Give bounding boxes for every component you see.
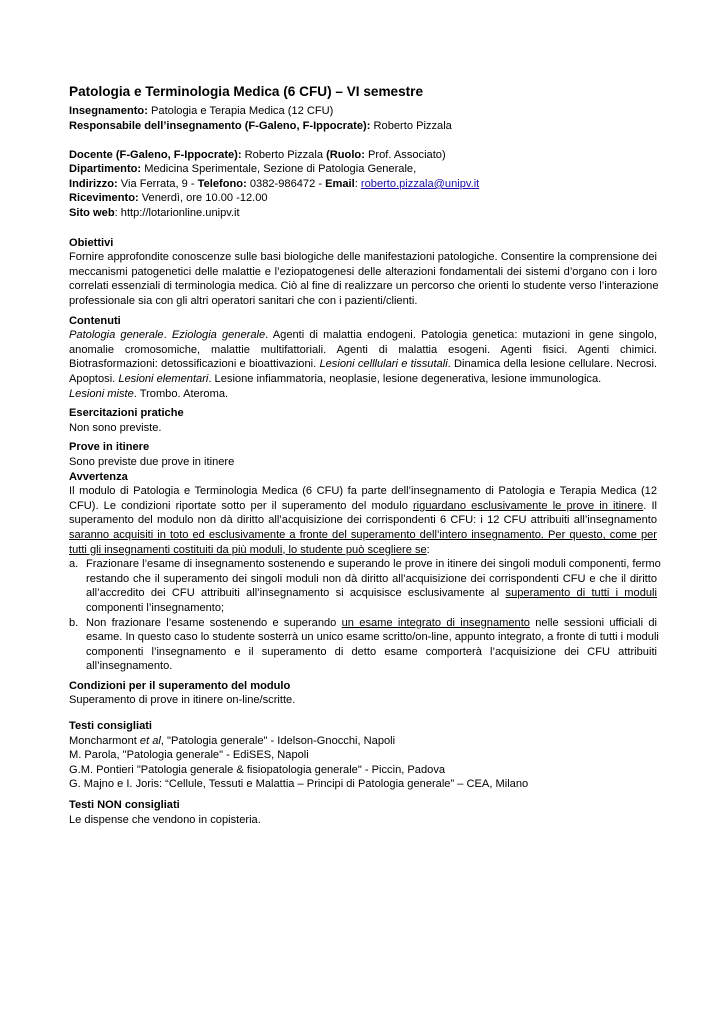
contenuti-topic: Lesioni elementari	[118, 373, 209, 385]
insegnamento-value: Patologia e Terapia Medica (12 CFU)	[151, 105, 334, 117]
docente-label: Docente (F-Galeno, F-Ippocrate):	[69, 148, 242, 161]
option-line: all’insegnamento.	[86, 660, 173, 673]
responsabile-line	[69, 119, 657, 134]
obiettivi-line: meccanismi patogenetici delle malattie e l’eziopatogenesi delle alterazioni fondamentali dei sistemi d’organo con i loro	[69, 265, 657, 278]
contenuti-fragment: . Trombo. Ateroma.	[133, 387, 229, 400]
option-b	[69, 616, 657, 674]
testo-item: G.M. Pontieri "Patologia generale & fisiopatologia generale" - Piccin, Padova	[69, 763, 446, 776]
indirizzo-value: Via Ferrata, 9 -	[120, 177, 195, 190]
option-fragment: all’accredito dei CFU attribuiti all’insegnamento si acquisisce esclusivamente al	[86, 587, 506, 600]
responsabile-label: Responsabile dell’insegnamento (F-Galeno, F-Ippocrate):	[69, 119, 371, 132]
docente-value: Roberto Pizzala	[244, 148, 323, 161]
option-fragment: Non frazionare l’esame sostenendo e superando	[86, 616, 342, 629]
testi-heading: Testi consigliati	[69, 720, 153, 733]
option-line: Frazionare l’esame di insegnamento sostenendo e superando le prove in itinere dei singoli moduli componenti, fermo	[86, 558, 661, 571]
contenuti-topic: Patologia generale	[69, 329, 164, 342]
condizioni-heading: Condizioni per il superamento del modulo	[69, 679, 291, 692]
document-page	[69, 83, 661, 827]
option-a	[69, 557, 661, 615]
avvertenza-underlined: saranno acquisiti in toto ed esclusivamente a fronte del superamento dell’intero insegnamento. Per questo, come per	[69, 528, 657, 541]
testo-item	[69, 734, 657, 749]
avvertenza-line: superamento del modulo non dà diritto all’acquisizione dei corrispondenti 6 CFU: i 12 CFU attribuiti all’insegnamento	[69, 514, 657, 527]
esercitazioni-heading: Esercitazioni pratiche	[69, 407, 184, 420]
contenuti-line	[69, 387, 657, 402]
obiettivi-line: Fornire approfondite conoscenze sulle basi biologiche delle manifestazioni patologiche. Consentire la comprensione dei	[69, 251, 657, 264]
insegnamento-label: Insegnamento:	[69, 105, 148, 117]
option-line: componenti l’insegnamento e il superamento di detto esame comporterà l’acquisizione dei CFU attribuiti	[86, 645, 657, 658]
dipartimento-label: Dipartimento:	[69, 163, 142, 176]
sito-value: : http://lotarionline.unipv.it	[114, 207, 240, 220]
contenuti-topic: Eziologia generale	[171, 329, 266, 342]
avvertenza-line	[69, 499, 657, 514]
contenuti-fragment: Biotrasformazioni: detossificazioni e bioattivazioni.	[69, 358, 320, 371]
avvertenza-line	[69, 543, 657, 558]
condizioni-text: Superamento di prove in itinere on-line/scritte.	[69, 694, 296, 707]
obiettivi-text	[69, 250, 657, 308]
contenuti-line: anomalie cromosomiche, malattie multifattoriali. Agenti di malattia esogeni. Agenti fisici. Agenti chimici.	[69, 343, 657, 356]
option-line	[86, 586, 657, 601]
contenuti-fragment: . Agenti di malattia endogeni. Patologia genetica: mutazioni in gene singolo,	[265, 329, 657, 342]
prove-heading: Prove in itinere	[69, 441, 150, 454]
sito-label: Sito web	[69, 207, 115, 220]
option-line: esame. In questo caso lo studente sosterrà un unico esame scritto/on-line, appunto integrato, a fronte di tutti i moduli	[86, 631, 659, 644]
option-line: componenti l’insegnamento;	[86, 601, 225, 614]
contenuti-topic: Lesioni celllulari e tissutali	[319, 358, 448, 371]
option-marker: b.	[69, 616, 79, 629]
option-underlined: un esame integrato di insegnamento	[341, 616, 530, 629]
avvertenza-fragment: :	[426, 543, 430, 556]
testo-item: M. Parola, "Patologia generale" - EdiSES, Napoli	[69, 749, 309, 762]
esercitazioni-text: Non sono previste.	[69, 421, 162, 434]
option-line	[86, 616, 657, 631]
option-marker: a.	[69, 558, 79, 571]
insegnamento-line	[69, 104, 657, 119]
contenuti-line	[69, 328, 657, 343]
ricevimento-line	[69, 191, 657, 206]
email-label: Email	[325, 177, 355, 190]
contenuti-fragment: .	[163, 329, 172, 342]
testi-non-text: Le dispense che vendono in copisteria.	[69, 813, 261, 826]
option-line: restando che il superamento dei singoli moduli non dà diritto all’acquisizione dei corrispondenti CFU e che il diritto	[86, 572, 657, 585]
testo-fragment: , "Patologia generale" - Idelson-Gnocchi, Napoli	[160, 734, 396, 747]
contenuti-heading: Contenuti	[69, 314, 121, 327]
telefono-label: Telefono:	[197, 177, 247, 190]
avvertenza-line	[69, 528, 657, 543]
indirizzo-label: Indirizzo:	[69, 177, 118, 190]
telefono-value: 0382-986472 -	[249, 177, 323, 190]
ruolo-label: (Ruolo:	[326, 148, 365, 161]
obiettivi-line: professionale sia con gli altri operatori sanitari che con i pazienti/clienti.	[69, 295, 418, 308]
indirizzo-line: Indirizzo: Via Ferrata, 9 - Telefono: 0382-986472 - Email: roberto.pizzala@unipv.it	[69, 177, 480, 190]
avvertenza-fragment: CFU). Le condizioni riportate sotto per il superamento del modulo	[69, 499, 413, 512]
avvertenza-underlined: riguardano esclusivamente le prove in itinere	[412, 499, 644, 512]
obiettivi-line: correlati essenziali di terminologia medica. Ciò al fine di realizzare un percorso che orienti lo studente verso l’interazione	[69, 280, 659, 293]
contenuti-topic: Lesioni miste	[69, 387, 134, 400]
contenuti-text	[69, 328, 657, 401]
avvertenza-fragment: . Il	[643, 499, 658, 512]
testo-italic: et al	[139, 734, 161, 747]
testi-non-heading: Testi NON consigliati	[69, 799, 180, 812]
avvertenza-text	[69, 484, 657, 557]
contenuti-fragment: . Dinamica della lesione cellulare. Necrosi.	[447, 358, 657, 371]
dipartimento-line	[69, 162, 657, 177]
sito-line	[69, 206, 657, 221]
contenuti-line	[69, 357, 657, 372]
avvertenza-heading: Avvertenza	[69, 470, 128, 483]
avvertenza-underlined: tutti gli insegnamenti costituiti da più moduli, lo studente può scegliere se	[69, 543, 427, 556]
prove-text: Sono previste due prove in itinere	[69, 455, 235, 468]
contenuti-line	[69, 372, 657, 387]
option-fragment: nelle sessioni ufficiali di	[529, 616, 657, 629]
ruolo-value: Prof. Associato)	[367, 148, 446, 161]
responsabile-value: Roberto Pizzala	[373, 119, 452, 132]
testo-fragment: Moncharmont	[69, 734, 140, 747]
ricevimento-label: Ricevimento:	[69, 192, 139, 205]
option-underlined: superamento di tutti i moduli	[505, 587, 657, 600]
contenuti-fragment: . Lesione infiammatoria, neoplasie, lesione degenerativa, lesione immunologica.	[208, 373, 602, 385]
obiettivi-heading: Obiettivi	[69, 236, 114, 249]
page-title: Patologia e Terminologia Medica (6 CFU) – VI semestre	[69, 84, 424, 99]
ricevimento-value: Venerdì, ore 10.00 -12.00	[141, 192, 268, 205]
docente-line	[69, 148, 657, 163]
options-list	[69, 557, 661, 674]
contenuti-fragment: Apoptosi.	[69, 373, 119, 385]
testo-item: G. Majno e I. Joris: “Cellule, Tessuti e Malattia – Principi di Patologia generale” – CEA, Milano	[69, 778, 529, 791]
email-link[interactable]: roberto.pizzala@unipv.it	[360, 177, 480, 190]
dipartimento-value: Medicina Sperimentale, Sezione di Patologia Generale,	[144, 163, 417, 176]
avvertenza-line: Il modulo di Patologia e Terminologia Medica (6 CFU) fa parte dell’insegnamento di Patologia e Terapia Medica (12	[69, 485, 657, 498]
